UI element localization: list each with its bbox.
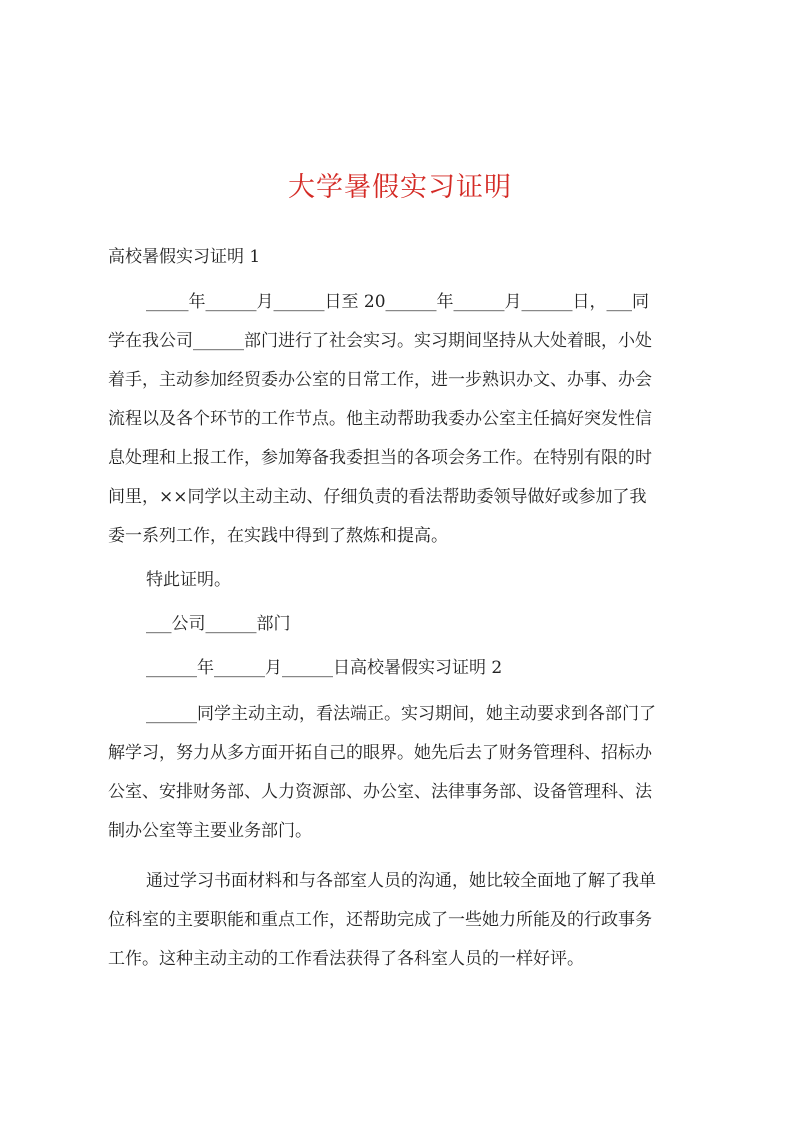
paragraph-line: 位科室的主要职能和重点工作，还帮助完成了一些她力所能及的行政事务 xyxy=(108,910,652,930)
date-line: ______年______月______日高校暑假实习证明 2 xyxy=(146,658,503,678)
paragraph-line: 制办公室等主要业务部门。 xyxy=(108,821,312,841)
paragraph-line: 流程以及各个环节的工作节点。他主动帮助我委办公室主任搞好突发性信 xyxy=(108,409,652,429)
section-heading-1: 高校暑假实习证明 1 xyxy=(108,247,261,267)
paragraph-line: 间里，××同学以主动主动、仔细负责的看法帮助委领导做好或参加了我 xyxy=(108,487,647,507)
paragraph-line: 公室、安排财务部、人力资源部、办公室、法律事务部、设备管理科、法 xyxy=(108,782,652,802)
signature-line: ___公司______部门 xyxy=(146,614,291,634)
paragraph-line: 息处理和上报工作，参加筹备我委担当的各项会务工作。在特别有限的时 xyxy=(108,448,652,468)
paragraph-line: ______同学主动主动，看法端正。实习期间，她主动要求到各部门了 xyxy=(146,704,656,724)
document-title: 大学暑假实习证明 xyxy=(288,172,512,203)
closing-statement: 特此证明。 xyxy=(146,570,231,590)
paragraph-line: 通过学习书面材料和与各部室人员的沟通，她比较全面地了解了我单 xyxy=(146,871,656,891)
paragraph-line: 工作。这种主动主动的工作看法获得了各科室人员的一样好评。 xyxy=(108,949,584,969)
paragraph-line: 委一系列工作，在实践中得到了熬炼和提高。 xyxy=(108,526,448,546)
paragraph-line: 着手，主动参加经贸委办公室的日常工作，进一步熟识办文、办事、办会 xyxy=(108,370,652,390)
paragraph-line: _____年______月______日至 20______年______月______日，___同 xyxy=(146,292,650,312)
paragraph-line: 学在我公司______部门进行了社会实习。实习期间坚持从大处着眼，小处 xyxy=(108,331,652,351)
paragraph-line: 解学习，努力从多方面开拓自己的眼界。她先后去了财务管理科、招标办 xyxy=(108,743,652,763)
